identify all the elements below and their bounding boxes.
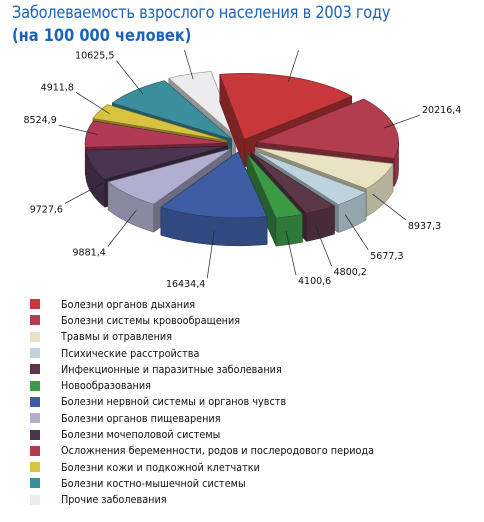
legend-swatch xyxy=(30,315,40,325)
legend-swatch xyxy=(30,299,40,309)
legend-swatch xyxy=(30,364,40,374)
slice-value-label: 8524,9 xyxy=(23,115,57,127)
legend-swatch xyxy=(30,495,40,505)
legend-label: Прочие заболевания xyxy=(61,493,167,507)
chart-legend xyxy=(30,296,417,508)
slice-value-label: 10625,5 xyxy=(75,50,115,62)
legend-swatch xyxy=(30,430,40,440)
slice-value-label: 4800,2 xyxy=(333,266,367,278)
leader-line xyxy=(76,92,110,113)
slice-value-label: 9881,4 xyxy=(72,247,106,259)
legend-label: Болезни кожи и подкожной клетчатки xyxy=(61,460,260,474)
slice-value-label: 8937,3 xyxy=(407,220,442,232)
slice-value-label: 16434,4 xyxy=(165,279,206,290)
legend-item xyxy=(30,345,417,361)
leader-line xyxy=(116,61,143,95)
pie-chart xyxy=(0,50,484,290)
legend-label: Болезни системы кровообращения xyxy=(61,313,241,327)
legend-item xyxy=(30,410,417,426)
legend-item xyxy=(30,361,417,377)
legend-item xyxy=(30,475,417,491)
chart-title: Заболеваемость взрослого населения в 2003 году xyxy=(12,3,391,23)
chart-subtitle: (на 100 000 человек) xyxy=(12,26,192,46)
legend-swatch xyxy=(30,397,40,407)
legend-item xyxy=(30,394,417,410)
slice-value-label: 9727,6 xyxy=(29,204,63,216)
slice-value-label: 4911,8 xyxy=(40,82,74,94)
legend-item xyxy=(30,426,417,442)
legend-item xyxy=(30,296,417,312)
legend-label: Психические расстройства xyxy=(61,346,200,360)
legend-label: Болезни органов пищеварения xyxy=(61,411,221,425)
legend-item xyxy=(30,377,417,393)
legend-item xyxy=(30,492,417,508)
legend-label: Болезни органов дыхания xyxy=(61,297,196,311)
legend-item xyxy=(30,459,417,475)
legend-item xyxy=(30,443,417,459)
legend-swatch xyxy=(30,381,40,391)
legend-swatch xyxy=(30,446,40,456)
legend-item xyxy=(30,312,417,328)
legend-label: Новообразования xyxy=(61,379,151,393)
legend-swatch xyxy=(30,478,40,488)
slice-value-label: 20216,4 xyxy=(422,105,462,117)
legend-swatch xyxy=(30,348,40,358)
legend-label: Болезни мочеполовой системы xyxy=(61,428,221,442)
legend-swatch xyxy=(30,462,40,472)
legend-label: Болезни нервной системы и органов чувств xyxy=(61,395,287,409)
legend-item xyxy=(30,329,417,345)
legend-label: Болезни костно-мышечной системы xyxy=(61,476,246,490)
slice-value-label: 4100,6 xyxy=(297,276,332,288)
legend-swatch xyxy=(30,332,40,342)
legend-label: Травмы и отравления xyxy=(61,330,173,344)
legend-swatch xyxy=(30,413,40,423)
legend-label: Инфекционные и паразитные заболевания xyxy=(61,362,282,376)
slice-value-label: 5677,3 xyxy=(370,250,404,262)
legend-label: Осложнения беременности, родов и послеродового периода xyxy=(61,444,375,458)
